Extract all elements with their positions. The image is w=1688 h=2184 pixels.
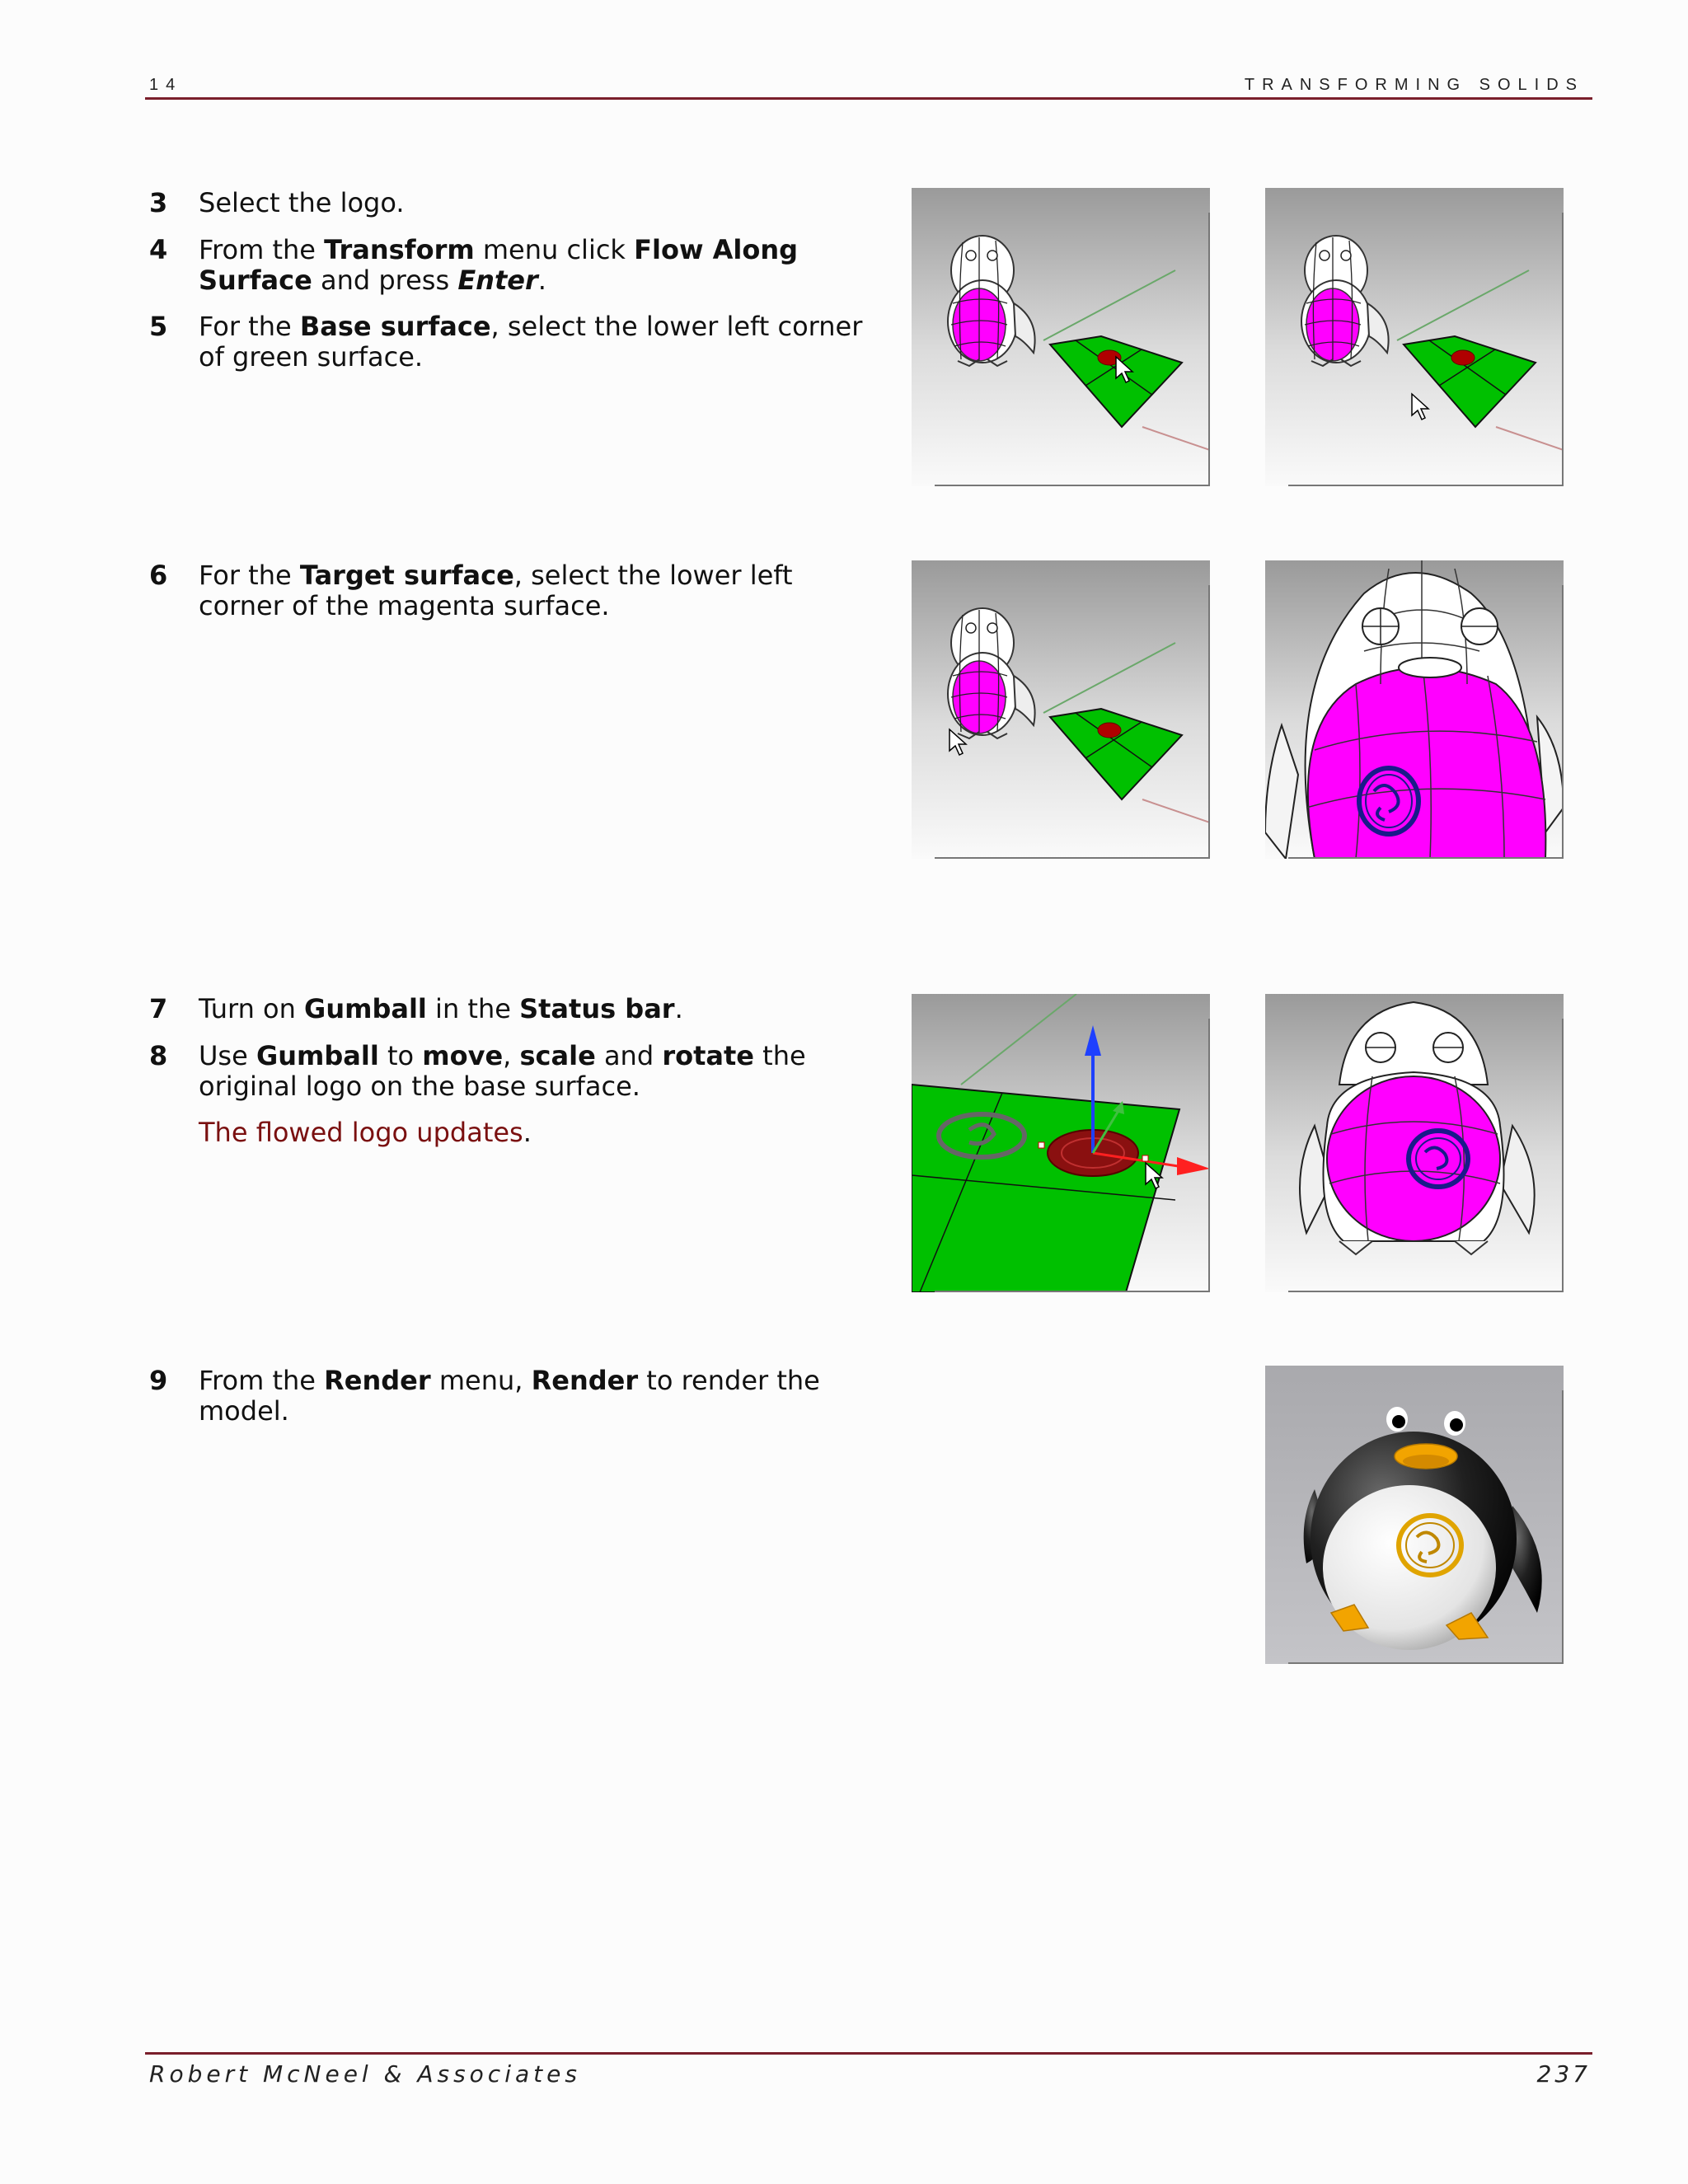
- option-name: Target surface: [299, 560, 514, 591]
- step-text: Select the logo.: [199, 187, 405, 218]
- command-name: Render: [531, 1365, 639, 1396]
- step-7: [149, 994, 891, 1024]
- footer-rule: [145, 2052, 1592, 2055]
- feature-name: Gumball: [256, 1040, 379, 1071]
- step-text: in the: [426, 993, 520, 1024]
- viewport-base-surface-corner: [1265, 188, 1564, 486]
- option-name: Base surface: [299, 311, 491, 342]
- step-6: [149, 560, 891, 621]
- step-4: [149, 235, 891, 296]
- step-text: ,: [503, 1040, 520, 1071]
- footer-page-number: 237: [1536, 2060, 1591, 2088]
- step-text: From the: [199, 234, 325, 265]
- viewport-flowed-logo-closeup: [1265, 560, 1564, 859]
- action-move: move: [422, 1040, 504, 1071]
- step-text: menu,: [430, 1365, 532, 1396]
- step-text: From the: [199, 1365, 325, 1396]
- step-text: menu click: [474, 234, 635, 265]
- viewport-target-surface: [912, 560, 1210, 859]
- action-scale: scale: [519, 1040, 596, 1071]
- footer-publisher: Robert McNeel & Associates: [149, 2060, 581, 2088]
- header-page-number: 14: [149, 76, 183, 94]
- step-text: to: [378, 1040, 423, 1071]
- feature-name: Gumball: [304, 993, 427, 1024]
- step-text: .: [674, 993, 683, 1024]
- step-number: 9: [149, 1365, 168, 1396]
- rendered-penguin-image: [1265, 1366, 1564, 1664]
- step-text: , select the lower left corner of green surface.: [199, 311, 863, 373]
- step-text: and press: [312, 265, 458, 296]
- step-3: [149, 188, 891, 218]
- menu-name: Render: [324, 1365, 431, 1396]
- step-text: , select the lower left corner of the magenta surface.: [199, 560, 793, 621]
- viewport-gumball: [912, 994, 1210, 1292]
- viewport-select-logo: [912, 188, 1210, 486]
- step-text: and: [595, 1040, 663, 1071]
- step-text: Turn on: [199, 993, 305, 1024]
- step-text: For the: [199, 311, 300, 342]
- step-8: [149, 1041, 891, 1148]
- viewport-updated-penguin: [1265, 994, 1564, 1292]
- step-number: 5: [149, 311, 168, 342]
- step-number: 7: [149, 993, 168, 1024]
- header-chapter-title: TRANSFORMING SOLIDS: [1244, 76, 1584, 94]
- step-text: Use: [199, 1040, 256, 1071]
- menu-name: Transform: [324, 234, 475, 265]
- step-text: to render the model.: [199, 1365, 820, 1427]
- command-name: Flow Along Surface: [199, 234, 799, 296]
- result-note-end: .: [523, 1117, 532, 1148]
- step-number: 8: [149, 1040, 168, 1071]
- step-text: .: [537, 265, 546, 296]
- ui-area-name: Status bar: [519, 993, 675, 1024]
- step-number: 6: [149, 560, 168, 591]
- action-rotate: rotate: [662, 1040, 754, 1071]
- step-number: 3: [149, 187, 168, 218]
- step-text: For the: [199, 560, 300, 591]
- key-name: Enter: [457, 265, 538, 296]
- step-text: the original logo on the base surface.: [199, 1040, 806, 1102]
- step-9: [149, 1366, 891, 1427]
- result-note: The flowed logo updates: [199, 1117, 523, 1148]
- header-rule: [145, 97, 1592, 100]
- step-number: 4: [149, 234, 168, 265]
- step-5: [149, 312, 891, 373]
